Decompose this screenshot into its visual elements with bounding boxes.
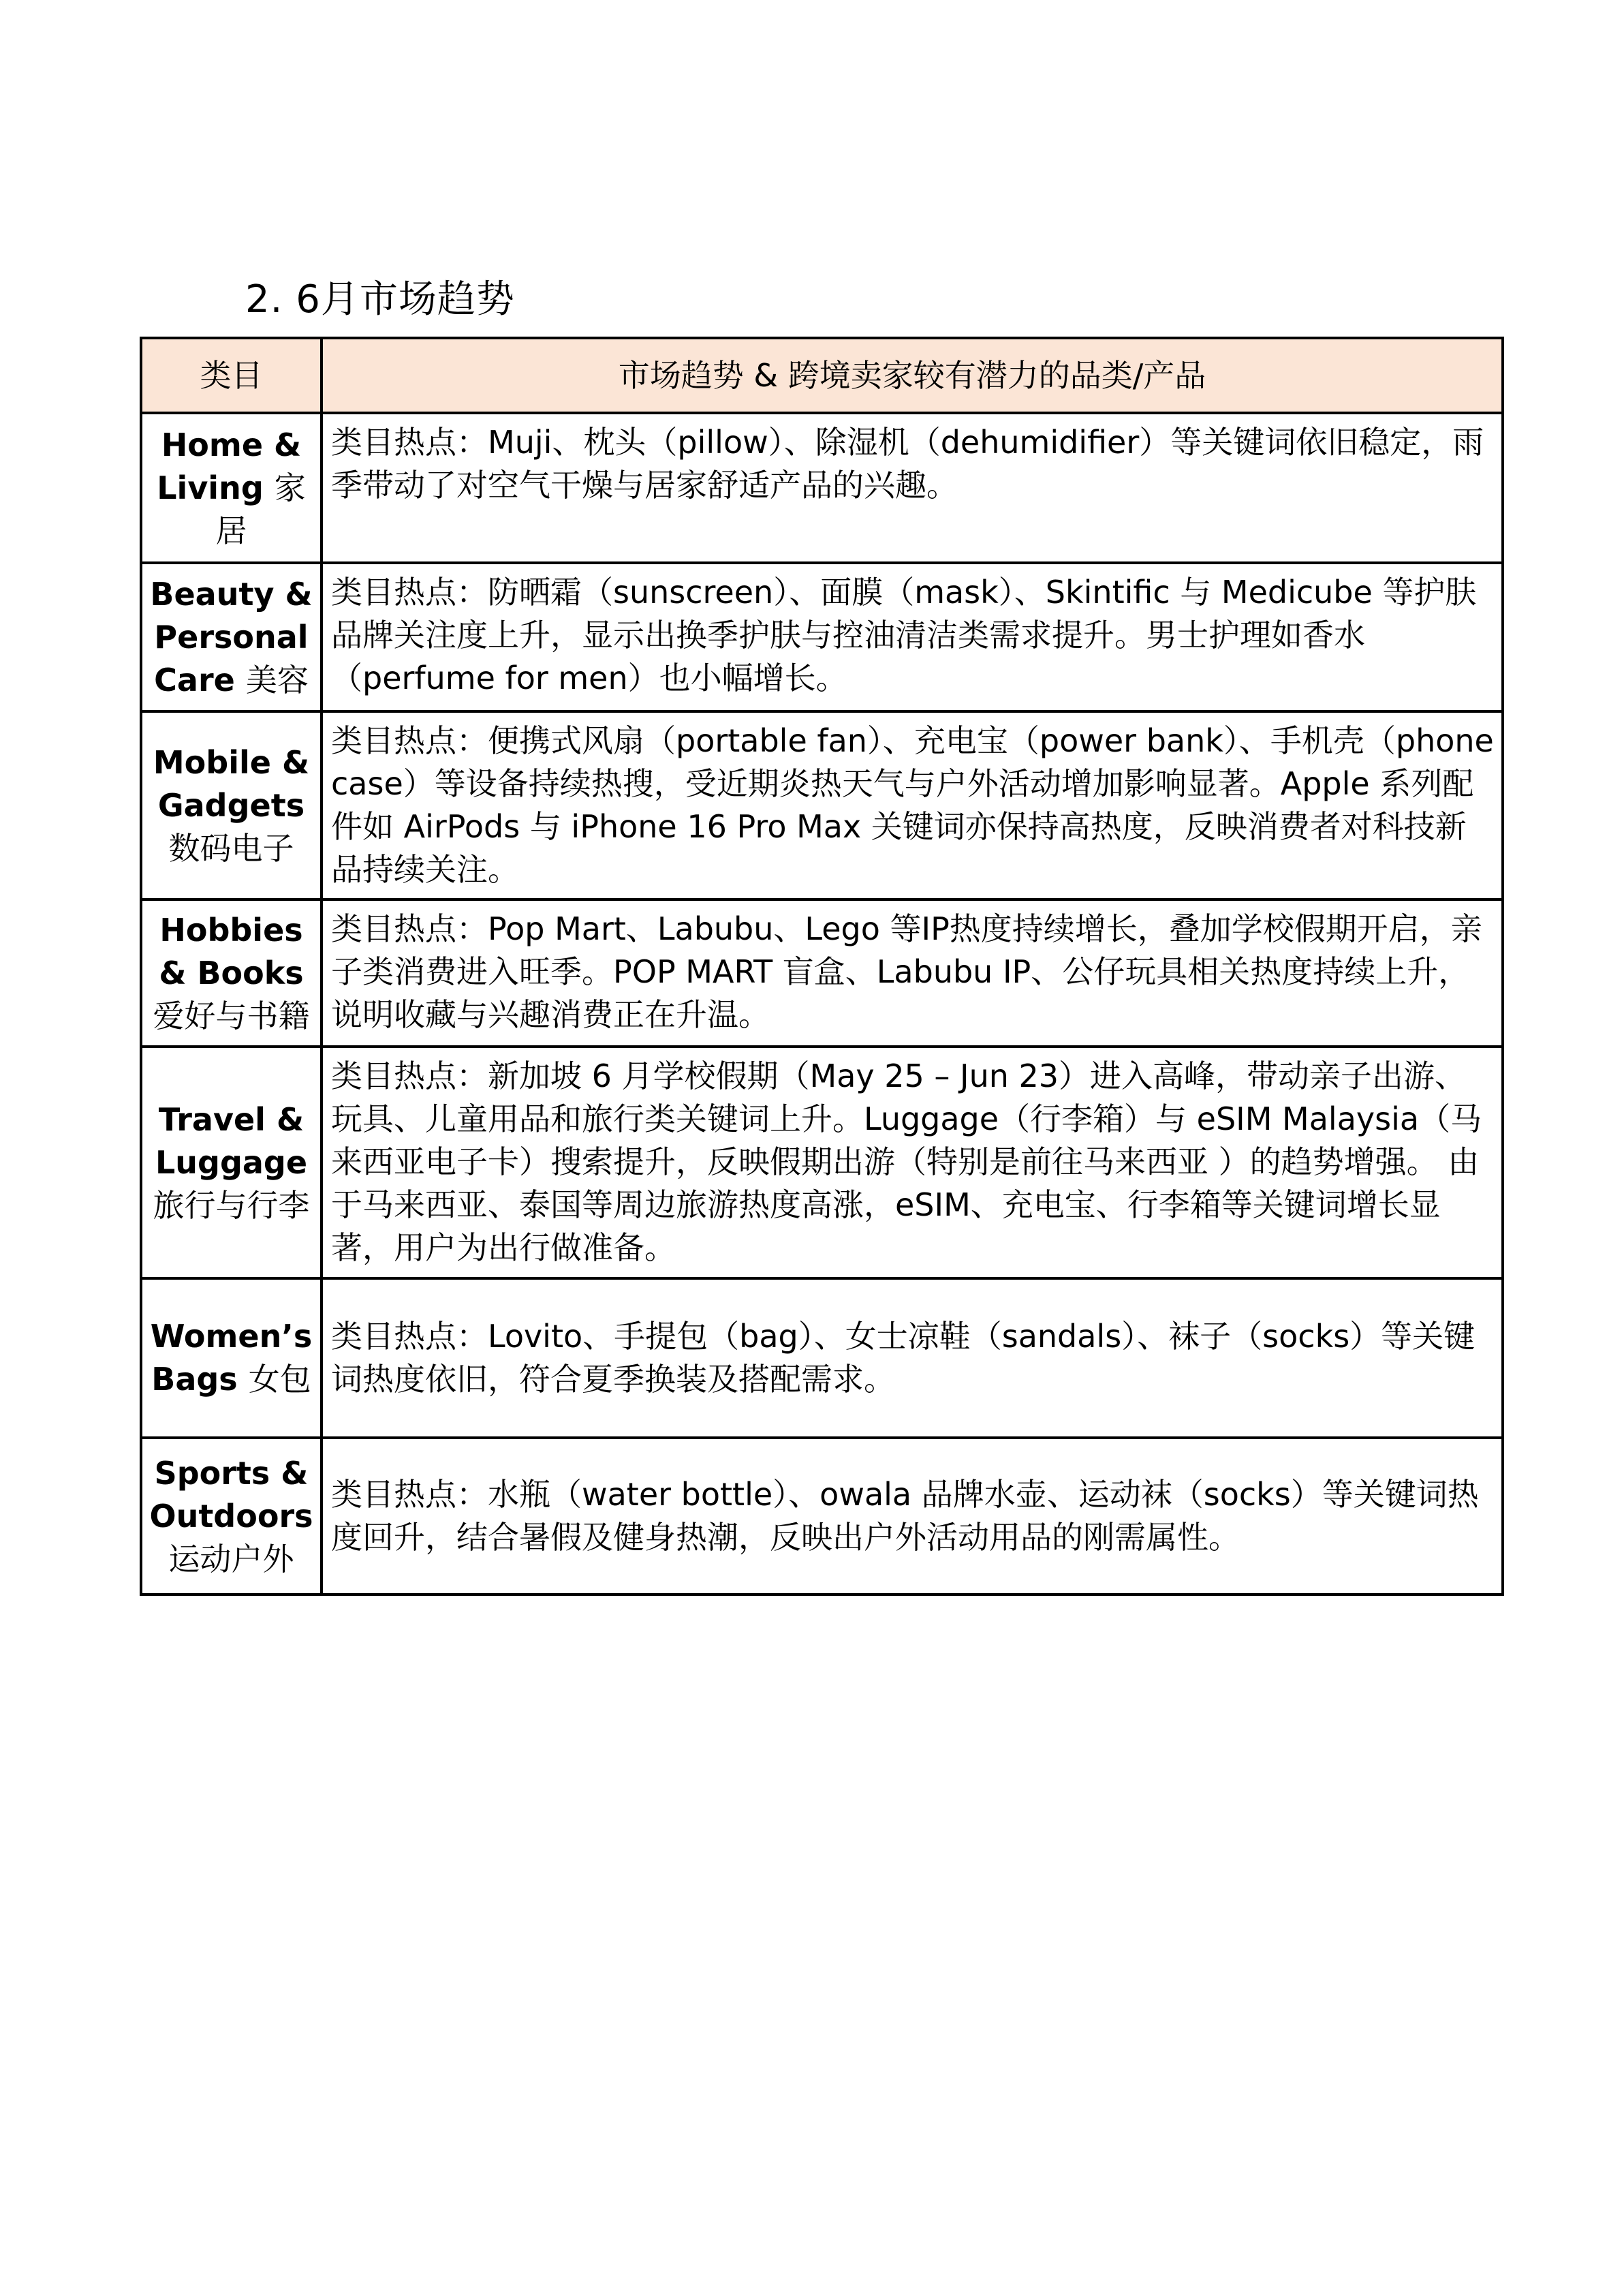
category-name-en: Mobile & Gadgets xyxy=(153,743,310,824)
header-trend: 市场趋势 & 跨境卖家较有潜力的品类/产品 xyxy=(322,338,1503,413)
category-cell xyxy=(141,1278,322,1438)
trend-description: 类目热点：防晒霜（sunscreen）、面膜（mask）、Skintific 与 Medicube 等护肤品牌关注度上升，显示出换季护肤与控油清洁类需求提升。男士护理如香水（perfume for men）也小幅增长。 xyxy=(322,563,1503,711)
category-name-zh: 运动户外 xyxy=(168,1540,294,1577)
category-cell xyxy=(141,1047,322,1278)
category-name-zh: 数码电子 xyxy=(168,829,294,867)
market-trend-table xyxy=(140,337,1504,1596)
category-name-zh: 旅行与行李 xyxy=(153,1186,310,1224)
table-row xyxy=(141,1278,1503,1438)
category-name-en: Travel & Luggage xyxy=(155,1100,308,1181)
category-name-zh: 女包 xyxy=(248,1361,311,1398)
category-cell xyxy=(141,711,322,899)
table-row xyxy=(141,711,1503,899)
category-name-zh: 美容 xyxy=(245,661,309,698)
table-row xyxy=(141,899,1503,1047)
category-name-en: Home & Living xyxy=(157,426,302,506)
table-row xyxy=(141,1438,1503,1595)
category-name-zh: 家居 xyxy=(215,469,306,549)
trend-description: 类目热点：Muji、枕头（pillow）、除湿机（dehumidifier）等关键词依旧稳定，雨季带动了对空气干燥与居家舒适产品的兴趣。 xyxy=(322,413,1503,563)
trend-description: 类目热点：便携式风扇（portable fan）、充电宝（power bank）、手机壳（phone case）等设备持续热搜，受近期炎热天气与户外活动增加影响显著。Apple 系列配件如 AirPods 与 iPhone 16 Pro Max 关键词亦保持高热度，反映消费者对科技新品持续关注。 xyxy=(322,711,1503,899)
category-cell xyxy=(141,1438,322,1595)
section-title: 2. 6月市场趋势 xyxy=(245,277,515,322)
category-cell xyxy=(141,563,322,711)
category-cell xyxy=(141,413,322,563)
table-row xyxy=(141,563,1503,711)
table-header-row xyxy=(141,338,1503,413)
category-name-en: Hobbies & Books xyxy=(159,911,304,991)
category-name-zh: 爱好与书籍 xyxy=(153,997,310,1034)
category-name-en: Sports & Outdoors xyxy=(149,1454,313,1535)
category-cell xyxy=(141,899,322,1047)
category-name-en: Beauty & Personal Care xyxy=(150,575,313,698)
category-name-en: Women’s Bags xyxy=(150,1318,313,1398)
trend-description: 类目热点：新加坡 6 月学校假期（May 25 – Jun 23）进入高峰，带动亲子出游、玩具、儿童用品和旅行类关键词上升。Luggage（行李箱）与 eSIM Malaysia（马来西亚电子卡）搜索提升，反映假期出游（特别是前往马来西亚 ）的趋势增强。 由于马来西亚、泰国等周边旅游热度高涨，eSIM、充电宝、行李箱等关键词增长显著，用户为出行做准备。 xyxy=(322,1047,1503,1278)
table-row xyxy=(141,1047,1503,1278)
header-category: 类目 xyxy=(141,338,322,413)
trend-description: 类目热点：Lovito、手提包（bag）、女士凉鞋（sandals）、袜子（socks）等关键词热度依旧，符合夏季换装及搭配需求。 xyxy=(322,1278,1503,1438)
trend-description: 类目热点：水瓶（water bottle）、owala 品牌水壶、运动袜（socks）等关键词热度回升，结合暑假及健身热潮，反映出户外活动用品的刚需属性。 xyxy=(322,1438,1503,1595)
trend-description: 类目热点：Pop Mart、Labubu、Lego 等IP热度持续增长，叠加学校假期开启，亲子类消费进入旺季。POP MART 盲盒、Labubu IP、公仔玩具相关热度持续上升，说明收藏与兴趣消费正在升温。 xyxy=(322,899,1503,1047)
table-row xyxy=(141,413,1503,563)
